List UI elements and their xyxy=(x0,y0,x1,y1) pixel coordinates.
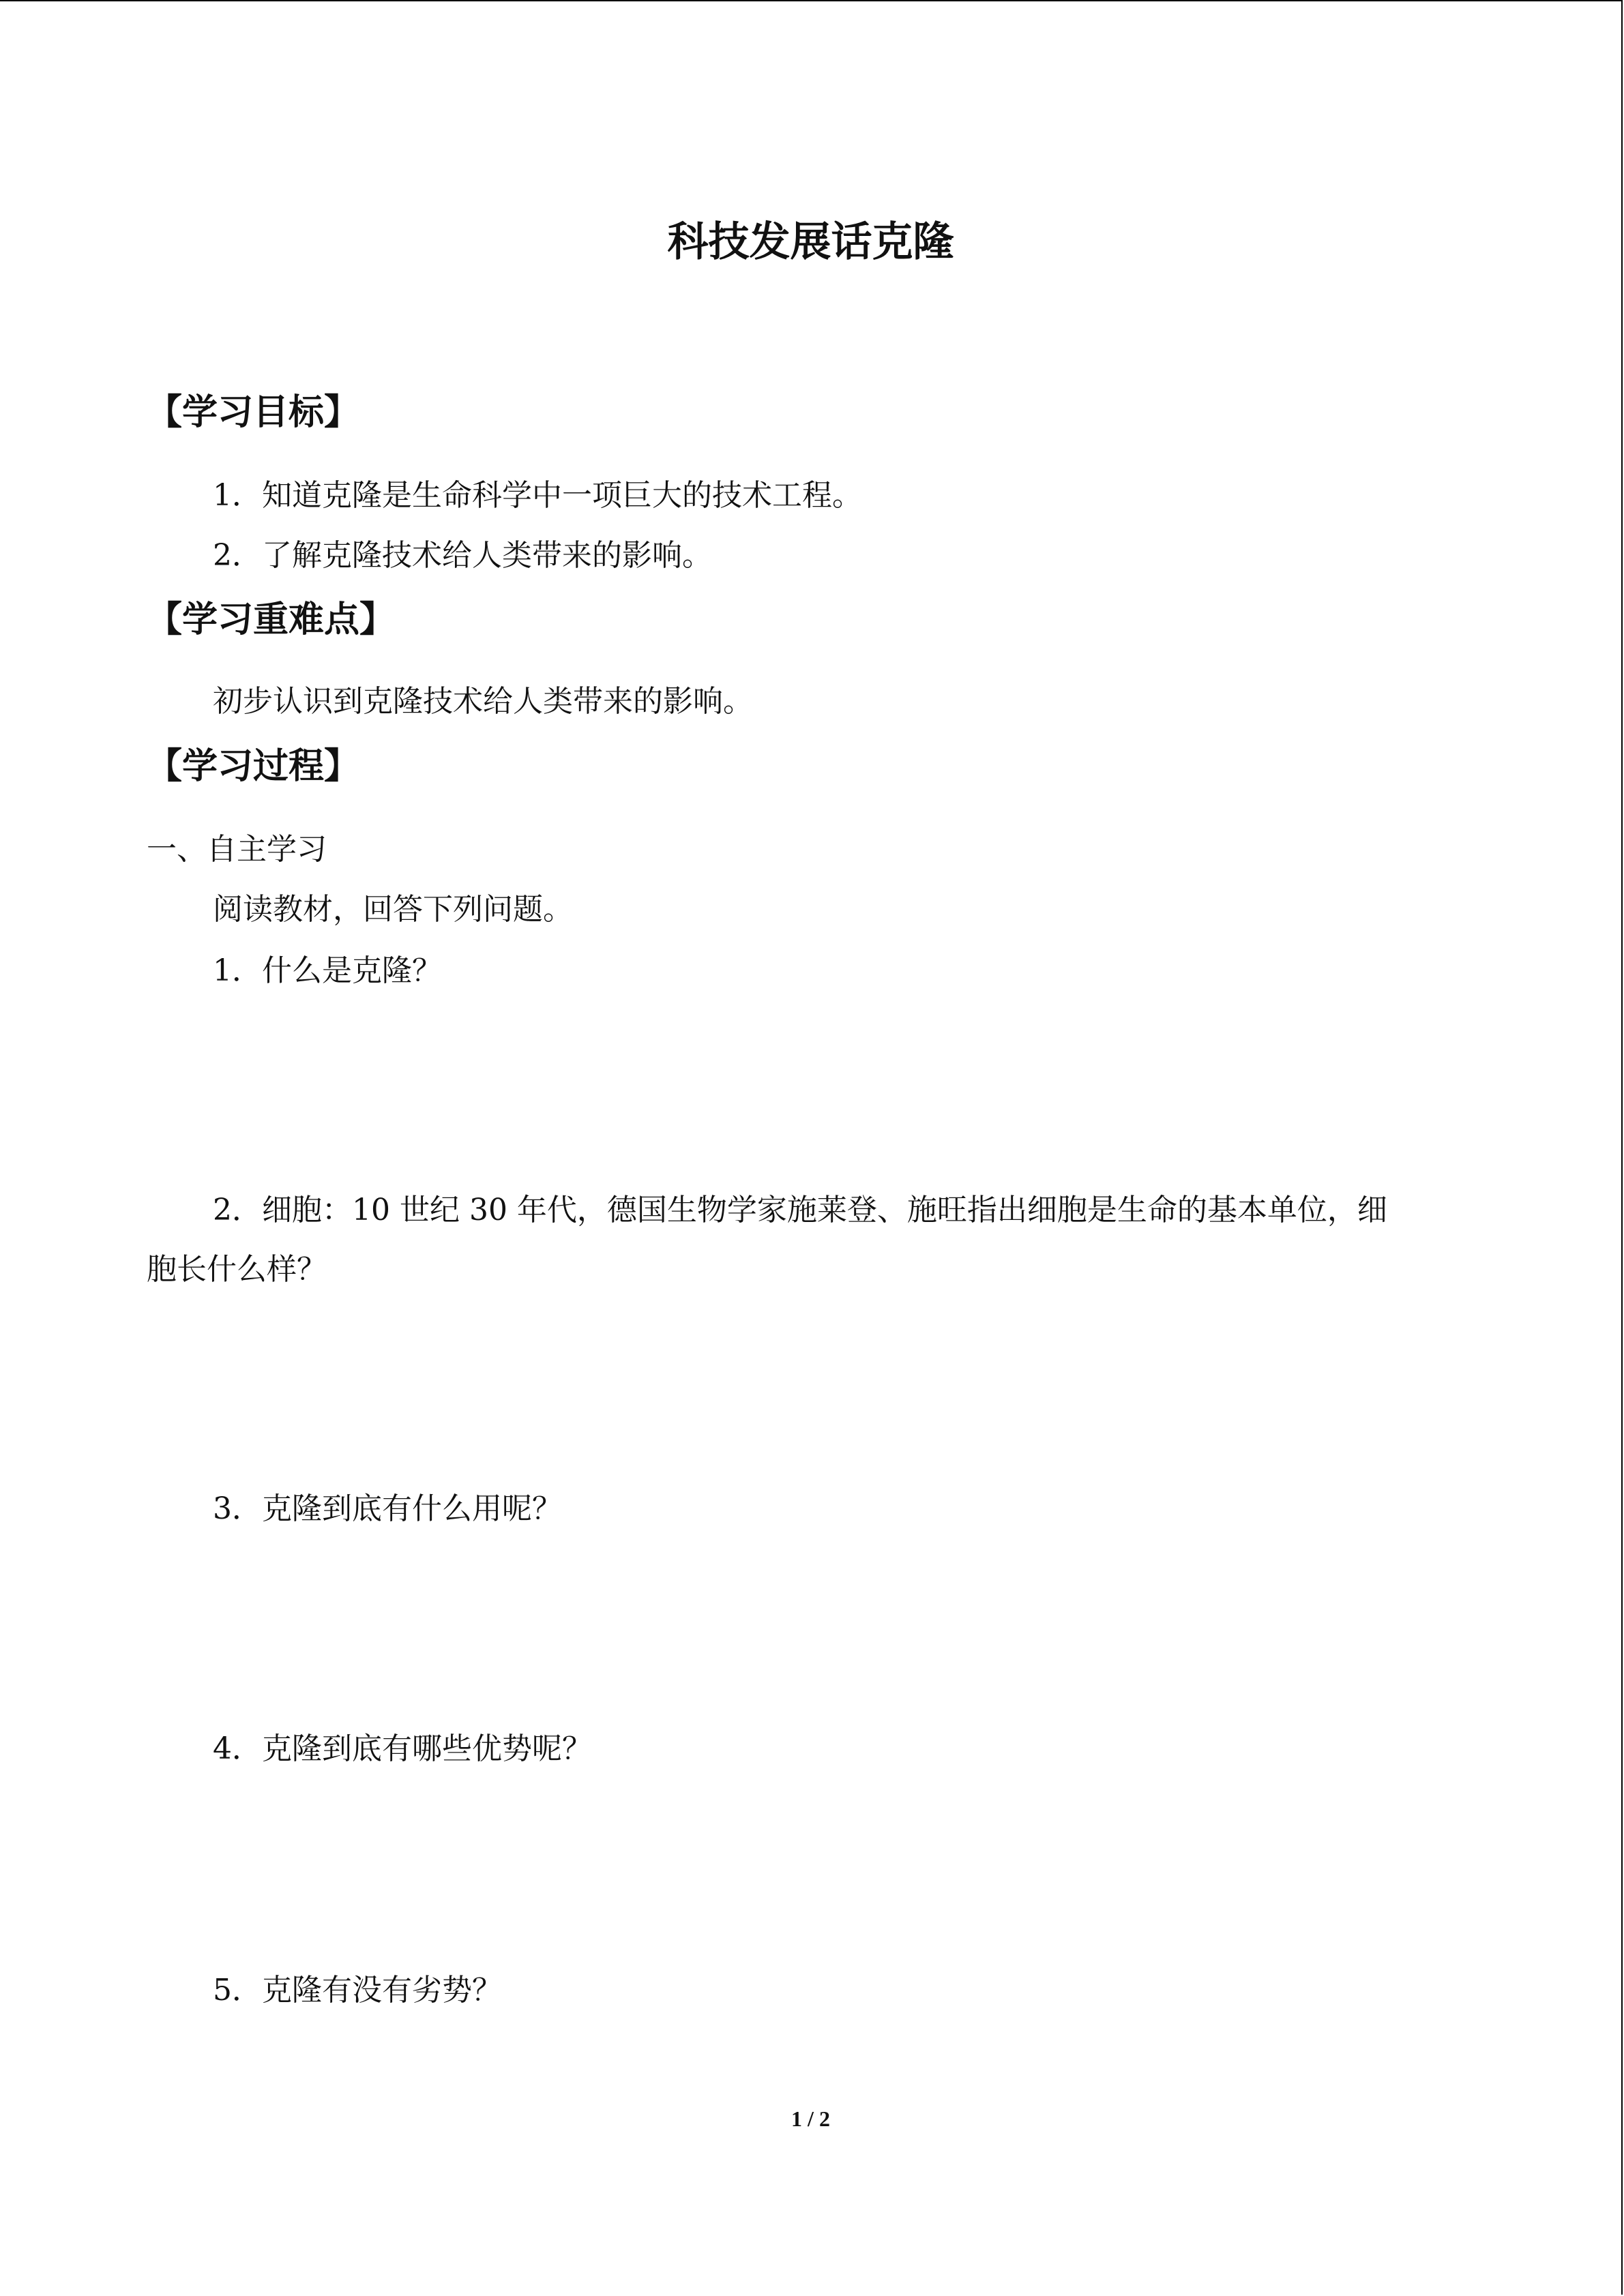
question-1: 1．什么是克隆？ xyxy=(213,953,442,988)
question-3: 3．克隆到底有什么用呢？ xyxy=(213,1491,562,1526)
goal-item-2: 2．了解克隆技术给人类带来的影响。 xyxy=(213,538,712,573)
section-heading-goals: 【学习目标】 xyxy=(147,392,360,433)
question-5: 5．克隆有没有劣势？ xyxy=(213,1973,502,2008)
question-4: 4．克隆到底有哪些优势呢？ xyxy=(213,1731,592,1766)
section-heading-key-points: 【学习重难点】 xyxy=(147,599,396,640)
section-heading-process: 【学习过程】 xyxy=(147,746,360,787)
part1-title: 一、自主学习 xyxy=(147,832,327,867)
key-points-text: 初步认识到克隆技术给人类带来的影响。 xyxy=(213,684,753,719)
page-title: 科技发展话克隆 xyxy=(667,218,954,266)
question-2-line-1: 2．细胞：10 世纪 30 年代，德国生物学家施莱登、施旺指出细胞是生命的基本单位，细 xyxy=(213,1193,1387,1227)
page-number: 1 / 2 xyxy=(791,2106,830,2131)
process-intro: 阅读教材，回答下列问题。 xyxy=(213,892,573,927)
goal-item-1: 1．知道克隆是生命科学中一项巨大的技术工程。 xyxy=(213,478,862,513)
question-2-line-2: 胞长什么样？ xyxy=(147,1252,327,1287)
